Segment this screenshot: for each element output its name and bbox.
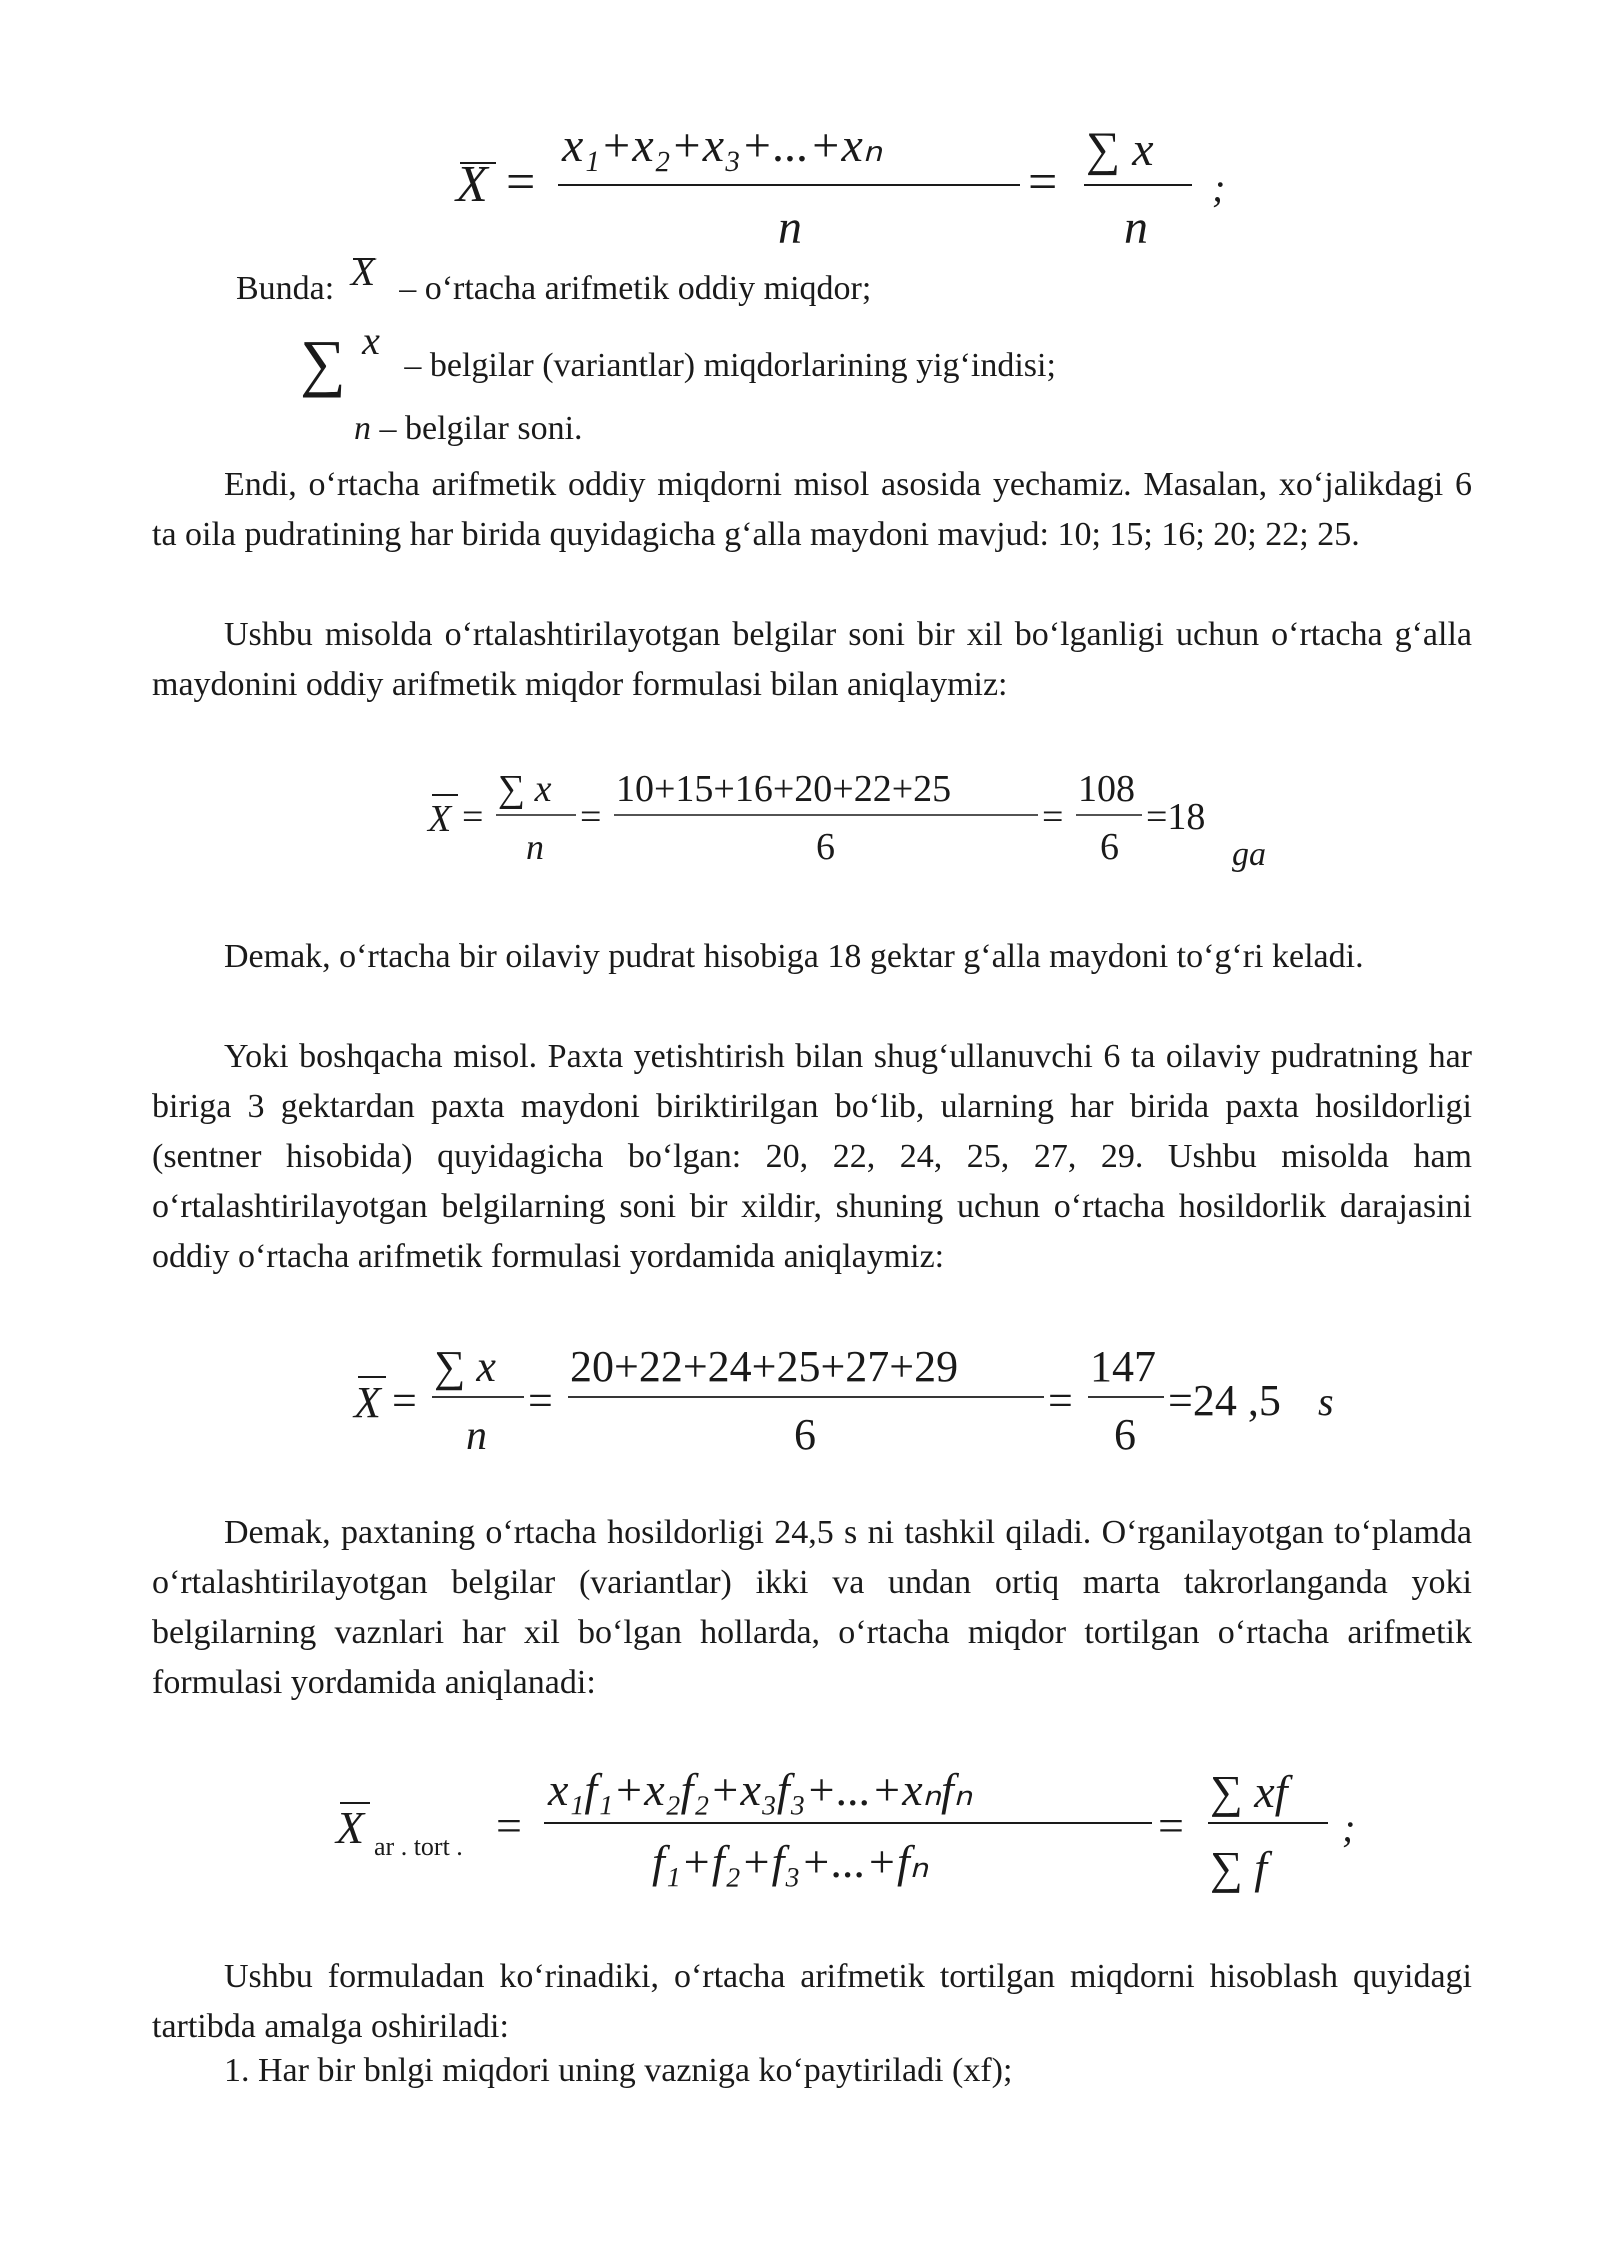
equals-sign: = — [506, 154, 536, 211]
xbar-subscript: ar . tort . — [374, 1832, 463, 1861]
bunda-label: Bunda: — [236, 270, 335, 307]
formula3-denominator: 6 — [794, 1410, 816, 1459]
n-description: – belgilar soni. — [371, 410, 583, 447]
formula4-numerator: x₁f₁+x₂f₂+x₃f₃+...+xₙfₙ — [548, 1764, 973, 1815]
xbar-symbol: X — [354, 1378, 381, 1427]
paragraph: Ushbu formuladan ko‘rinadiki, o‘rtacha arifmetik tortilgan miqdorni hisoblash quyidagi tartibda amalga oshiriladi: — [152, 1958, 1472, 2045]
equals-sign: = — [1158, 1800, 1184, 1851]
xbar-symbol: X — [336, 1802, 365, 1853]
equals-sign: = — [528, 1376, 553, 1425]
sum-symbol: ∑ — [300, 327, 346, 398]
fraction-denominator: 6 — [1114, 1410, 1136, 1459]
formula2-denominator: 6 — [816, 826, 835, 868]
equals-sign: = — [1048, 1376, 1073, 1425]
semicolon: ; — [1342, 1805, 1356, 1850]
sum-denominator: n — [526, 827, 544, 867]
xbar-symbol: X — [456, 156, 488, 213]
formula2-numerator: 10+15+16+20+22+25 — [616, 768, 952, 810]
equals-sign: = — [1042, 796, 1064, 838]
sum-variable: x — [362, 318, 380, 363]
xbar-description: – o‘rtacha arifmetik oddiy miqdor; — [399, 270, 872, 307]
list-item: 1. Har bir bnlgi miqdori uning vazniga ko‘paytiriladi (xf); — [224, 2052, 1013, 2089]
formula4-denominator: f₁+f₂+f₃+...+fₙ — [652, 1836, 929, 1887]
sum-xf: ∑ xf — [1210, 1766, 1288, 1817]
paragraph: Ushbu misolda o‘rtalashtirilayotgan belgilar soni bir xil bo‘lganligi uchun o‘rtacha g‘alla maydonini oddiy arifmetik miqdor formulasi bilan aniqlaymiz: — [152, 616, 1472, 703]
xbar-symbol: X — [350, 249, 376, 294]
sum-denominator: n — [466, 1413, 487, 1459]
paragraph: Endi, o‘rtacha arifmetik oddiy miqdorni misol asosida yechamiz. Masalan, xo‘jalikdagi 6 ta oila pudratining har birida quyidagicha g‘alla maydoni mavjud: 10; 15; 16; 20; 22; 25. — [152, 466, 1472, 553]
legend-n-line — [354, 410, 583, 448]
equals-sign: = — [462, 796, 484, 838]
formula-weighted-mean — [330, 1745, 1390, 1915]
paragraph: Demak, paxtaning o‘rtacha hosildorligi 24,5 s ni tashkil qiladi. O‘rganilayotgan to‘plamda o‘rtalashtirilayotgan belgilar (variantlar) ikki va undan ortiq marta takrorlanganda yoki belgilarning vaznlari har xil bo‘lgan hollarda, o‘rtacha miqdor tortilgan o‘rtacha arifmetik formulasi yordamida aniqlanadi: — [152, 1514, 1472, 1701]
formula3-numerator: 20+22+24+25+27+29 — [570, 1342, 959, 1391]
formula-land-area-mean — [420, 755, 1300, 885]
fraction-numerator: 108 — [1078, 768, 1135, 810]
legend-xbar-line — [236, 249, 872, 309]
paragraph: Yoki boshqacha misol. Paxta yetishtirish bilan shug‘ullanuvchi 6 ta oilaviy pudratning har biriga 3 gektardan paxta maydoni biriktirilgan bo‘lib, ularning har birida paxta hosildorligi (sentner hisobida) quyidagicha bo‘lgan: 20, 22, 24, 25, 27, 29. Ushbu misolda ham o‘rtalashtirilayotgan belgilarning soni bir xildir, shuning uchun o‘rtacha hosildorlik darajasini oddiy o‘rtacha arifmetik formulasi yordamida aniqlaymiz: — [152, 1038, 1472, 1275]
fraction-denominator: 6 — [1100, 826, 1119, 868]
formula1-sum-denominator: n — [1124, 201, 1148, 254]
formula1-sum-numerator: ∑ x — [1086, 123, 1154, 176]
sum-numerator: ∑ x — [498, 768, 552, 810]
unit-label: ga — [1232, 836, 1266, 873]
formula1-denominator: n — [778, 201, 802, 254]
semicolon: ; — [1212, 165, 1226, 210]
sum-description: – belgilar (variantlar) miqdorlarining yig‘indisi; — [404, 347, 1056, 384]
result-value: =18 — [1146, 796, 1206, 838]
sum-numerator: ∑ x — [434, 1342, 496, 1391]
result-value: =24 ,5 — [1168, 1376, 1281, 1425]
xbar-symbol: X — [428, 798, 452, 840]
legend-sum-line — [300, 318, 1056, 398]
equals-sign: = — [1028, 154, 1058, 211]
equals-sign: = — [580, 796, 602, 838]
paragraph: Demak, o‘rtacha bir oilaviy pudrat hisobiga 18 gektar g‘alla maydoni to‘g‘ri keladi. — [224, 938, 1364, 975]
sum-f: ∑ f — [1210, 1842, 1268, 1893]
fraction-numerator: 147 — [1090, 1342, 1156, 1391]
n-symbol: n — [354, 410, 371, 447]
formula1-numerator: x₁+x₂+x₃+...+xₙ — [562, 119, 882, 172]
unit-label: s — [1318, 1379, 1334, 1424]
formula-simple-mean-general — [440, 105, 1260, 255]
equals-sign: = — [496, 1800, 522, 1851]
equals-sign: = — [392, 1376, 417, 1425]
formula-cotton-yield-mean — [350, 1325, 1350, 1475]
